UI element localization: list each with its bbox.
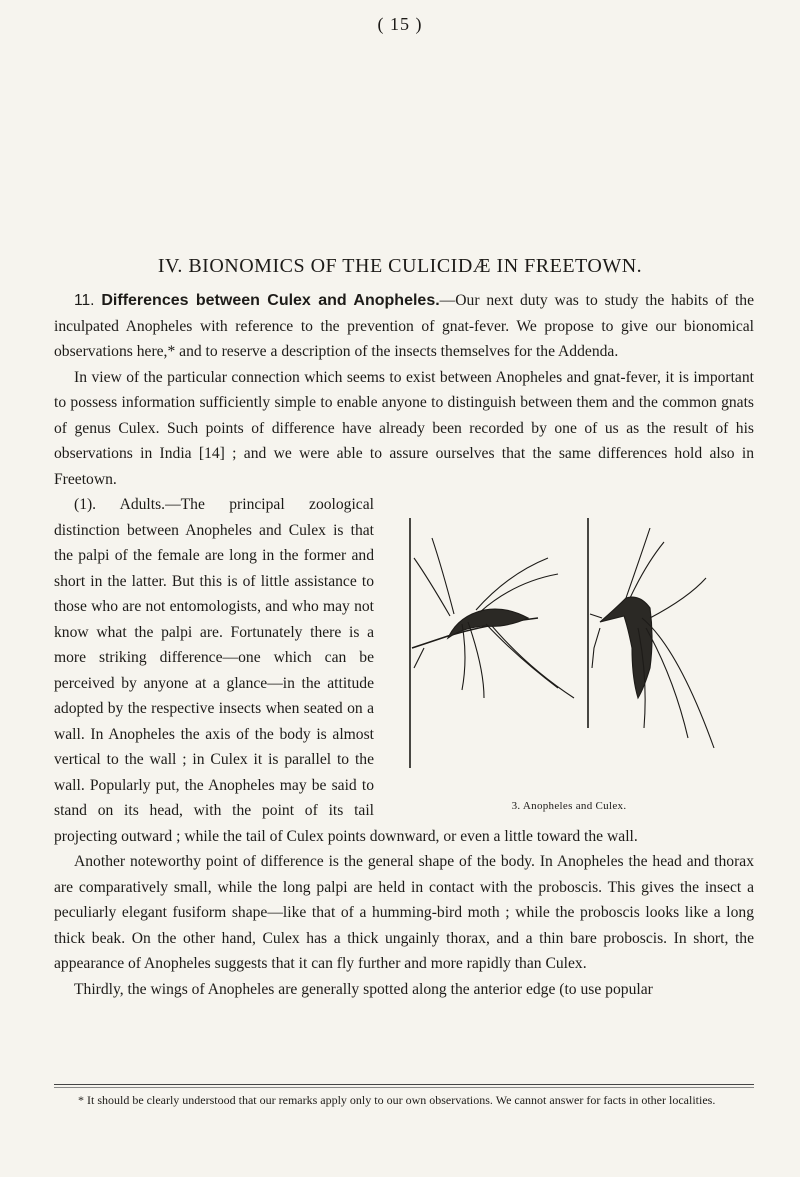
paragraph-3: (1). Adults.—The principal zoological distinction between Anopheles and Culex is that the palpi of the female are long in the former and short in the latter. But this is of little assistance to those who are not entomologists, and who may not know what the palpi are. Fortunately there is a more striking difference—one which can be perceived by anyone at a glance—in the attitude adopted by the respective insects when seated on a wall. In Anopheles the axis of the body is almost vertical to the wall ; in Culex it is parallel to the wall. Popularly put, the Anopheles may be said to stand on its head, with the point of its tail projecting outward ; while the tail of Culex points downward, or even a little toward the wall. bbox=[54, 496, 638, 845]
figure-caption: 3. Anopheles and Culex. bbox=[511, 800, 627, 812]
figure-mosquito-attitudes bbox=[384, 494, 754, 812]
paragraph-4: Another noteworthy point of difference is the general shape of the body. In Anopheles the head and thorax are comparatively small, while the long palpi are held in contact with the proboscis. This gives the insect a peculiarly elegant fusiform shape—like that of a humming-bird moth ; while the proboscis looks like a long thick beak. On the other hand, Culex has a thick ungainly thorax, and a thin bare proboscis. In short, the appearance of Anopheles suggests that it can fly further and more rapidly than Culex. bbox=[54, 853, 754, 972]
chapter-title: IV. BIONOMICS OF THE CULICIDÆ IN FREETOWN. bbox=[157, 255, 643, 277]
paragraph-2: In view of the particular connection which seems to exist between Anopheles and gnat-fever, it is important to possess information sufficiently simple to enable anyone to distinguish between them and the common gnats of genus Culex. Such points of difference have already been recorded by one of us as the result of his observations in India [14] ; and we were able to assure ourselves that the same differences hold also in Freetown. bbox=[54, 368, 754, 488]
section-heading: Differences between Culex and Anopheles. bbox=[101, 292, 440, 309]
page-number: ( 15 ) bbox=[377, 14, 423, 34]
footnote: * It should be clearly understood that our remarks apply only to our own observations. We cannot answer for facts in other localities. bbox=[78, 1093, 716, 1107]
footnote-divider-secondary bbox=[54, 1087, 754, 1088]
section-number: 11. bbox=[74, 292, 95, 309]
paragraph-5: Thirdly, the wings of Anopheles are generally spotted along the anterior edge (to use popular bbox=[74, 980, 653, 998]
footnote-divider bbox=[54, 1084, 754, 1085]
mosquito-illustration bbox=[388, 498, 748, 790]
section-body bbox=[54, 288, 754, 1002]
section-intro-paragraph bbox=[54, 288, 754, 365]
paragraph-1: —Our next duty was to study the habits of the inculpated Anopheles with reference to the prevention of gnat-fever. We propose to give our bionomical observations here,* and to reserve a description of the insects themselves for the Addenda. bbox=[54, 292, 755, 360]
